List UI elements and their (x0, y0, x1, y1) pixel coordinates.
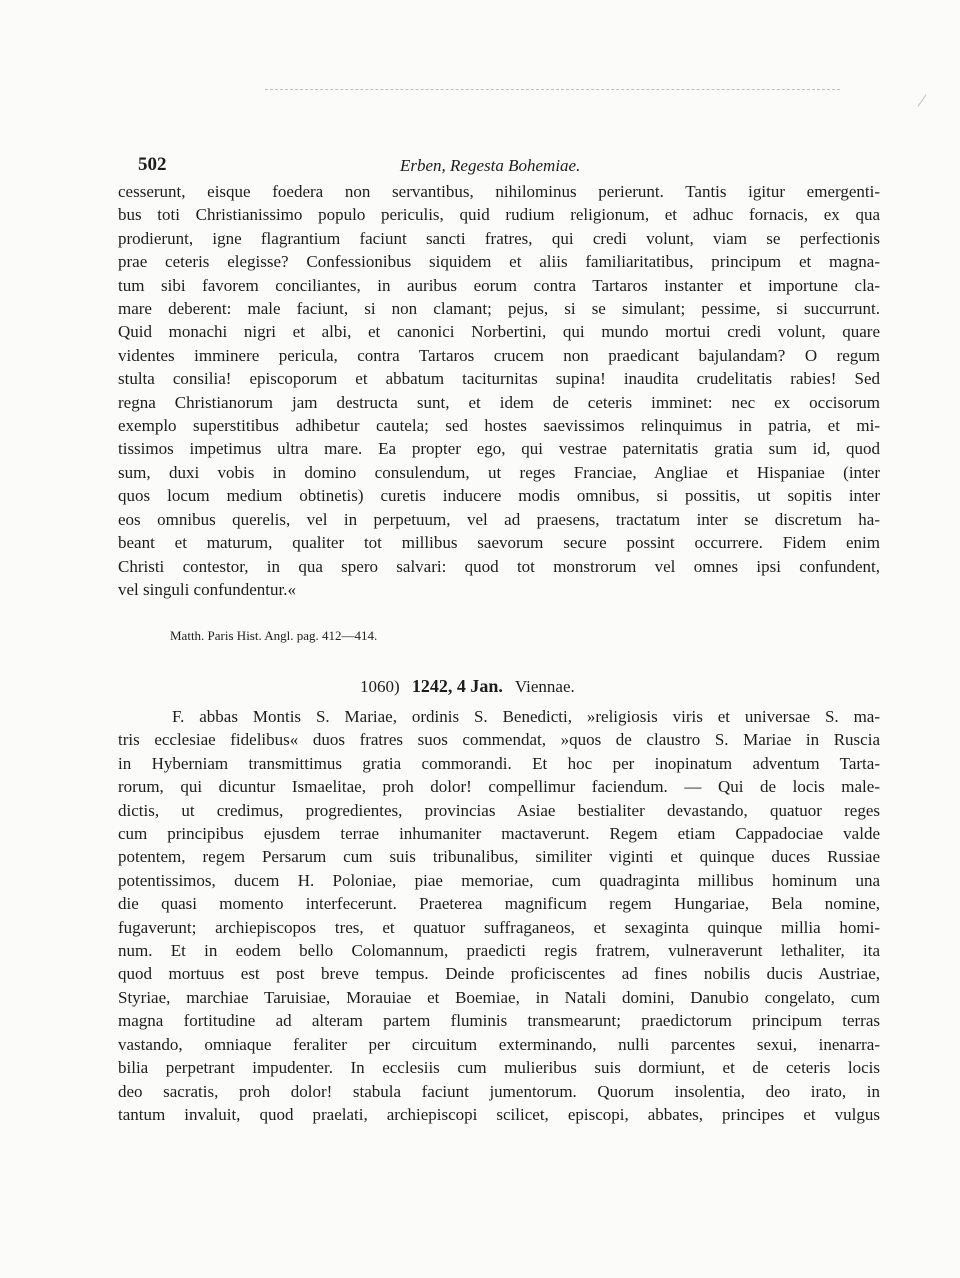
text-block-continuation (118, 180, 880, 601)
text-line: potentem, regem Persarum cum suis tribunalibus, similiter viginti et quinque duces Russiae (118, 847, 880, 867)
entry-date: 1242, 4 Jan. (411, 676, 503, 696)
text-line: tris ecclesiae fidelibus« duos fratres suos commendat, »quos de claustro S. Mariae in Ruscia (118, 730, 880, 750)
text-line: magna fortitudine ad alteram partem fluminis transmearunt; praedictorum principum terras (118, 1011, 880, 1031)
text-line: tantum invaluit, quod praelati, archiepiscopi scilicet, episcopi, abbates, principes et vulgus (118, 1104, 880, 1124)
entry-number: 1060) (360, 677, 400, 696)
page-number: 502 (138, 154, 167, 175)
text-line: bilia perpetrant impudenter. In ecclesiis cum mulieribus suis dormiunt, et de ceteris locis (118, 1058, 880, 1078)
text-line: Quid monachi nigri et albi, et canonici Norbertini, qui mundo mortui credi volunt, quare (118, 322, 880, 342)
text-line: mare deberent: male faciunt, si non clamant; pejus, si se simulant; pessime, si succurrunt. (118, 299, 880, 319)
text-line: cum principibus ejusdem terrae inhumaniter mactaverunt. Regem etiam Cappadociae valde (118, 824, 880, 844)
text-line: fugaverunt; archiepiscopos tres, et quatuor suffraganeos, et sexaginta quinque millia homi- (118, 917, 880, 937)
text-line: regna Christianorum jam destructa sunt, et idem de ceteris imminet: nec ex occisorum (118, 392, 880, 412)
text-block-entry-1060 (118, 705, 880, 1126)
text-line: quod mortuus est post breve tempus. Deinde proficiscentes ad fines nobilis ducis Austriae, (118, 964, 880, 984)
text-line: in Hyberniam transmittimus gratia commorandi. Et hoc per inopinatum adventum Tarta- (118, 753, 880, 773)
text-line: stulta consilia! episcoporum et abbatum taciturnitas supina! inaudita crudelitatis rabies! Sed (118, 369, 880, 389)
entry-place: Viennae. (514, 677, 575, 696)
text-line: deo sacratis, proh dolor! stabula faciunt jumentorum. Quorum insolentia, deo irato, in (118, 1081, 880, 1101)
text-line: quos locum medium obtinetis) curetis inducere modis omnibus, si possitis, ut sopitis inter (118, 486, 880, 506)
text-line: sum, duxi vobis in domino consulendum, ut reges Franciae, Angliae et Hispaniae (inter (118, 462, 880, 482)
text-line: bus toti Christianissimo populo periculis, quid rudium religionum, et adhuc fornacis, ex qua (118, 205, 880, 225)
text-line: Styriae, marchiae Taruisiae, Morauiae et Boemiae, in Natali domini, Danubio congelato, cum (118, 987, 880, 1007)
text-line: F. abbas Montis S. Mariae, ordinis S. Benedicti, »religiosis viris et universae S. ma- (172, 707, 880, 726)
text-line: exemplo superstitibus adhibetur cautela; sed hostes saevissimos relinquimus in patria, et mi- (118, 416, 880, 436)
source-citation: Matth. Paris Hist. Angl. pag. 412—414. (170, 628, 378, 643)
text-line: eos omnibus querelis, vel in perpetuum, vel ad praesens, tractatum inter se discretum ha- (118, 509, 880, 529)
text-line: cesserunt, eisque foedera non servantibus, nihilominus perierunt. Tantis igitur emergenti- (118, 182, 880, 201)
text-line: prae ceteris elegisse? Confessionibus siquidem et aliis familiaritatibus, principum et magna- (118, 252, 880, 272)
text-line: rorum, qui dicuntur Ismaelitae, proh dolor! compellimur faciendum. — Qui de locis male- (118, 777, 880, 797)
scan-artifact-line (265, 89, 840, 90)
text-line: tum sibi favorem conciliantes, in auribus eorum contra Tartaros instanter et importune cla- (118, 275, 880, 295)
text-line: die quasi momento interfecerunt. Praeterea magnificum regem Hungariae, Bela nomine, (118, 894, 880, 914)
text-line: potentissimos, ducem H. Poloniae, piae memoriae, cum quadraginta millibus hominum una (118, 870, 880, 890)
text-line: videntes imminere pericula, contra Tartaros crucem non praedicant bajulandam? O regum (118, 345, 880, 365)
text-line: vastando, omniaque feraliter per circuitum exterminando, nulli parcentes sexui, inenarra- (118, 1034, 880, 1054)
text-line: beant et maturum, qualiter tot millibus saevorum secure possint occurrere. Fidem enim (118, 533, 880, 553)
running-title: Erben, Regesta Bohemiae. (400, 156, 581, 175)
text-line: Christi contestor, in qua spero salvari: quod tot monstrorum vel omnes ipsi confundent, (118, 556, 880, 576)
text-line: prodierunt, igne flagrantium faciunt sancti fratres, qui credi volunt, viam se perfectionis (118, 228, 880, 248)
scan-artifact-mark (918, 94, 927, 106)
text-line: vel singuli confundentur.« (118, 579, 297, 599)
text-line: dictis, ut credimus, progredientes, provincias Asiae bestialiter devastando, quatuor reges (118, 800, 880, 820)
text-line: num. Et in eodem bello Colomannum, praedicti regis fratrem, vulneraverunt lethaliter, ita (118, 941, 880, 961)
text-line: tissimos impetimus ultra mare. Ea propter ego, qui vestrae paternitatis gratia sum id, quod (118, 439, 880, 459)
entry-heading (360, 676, 575, 697)
